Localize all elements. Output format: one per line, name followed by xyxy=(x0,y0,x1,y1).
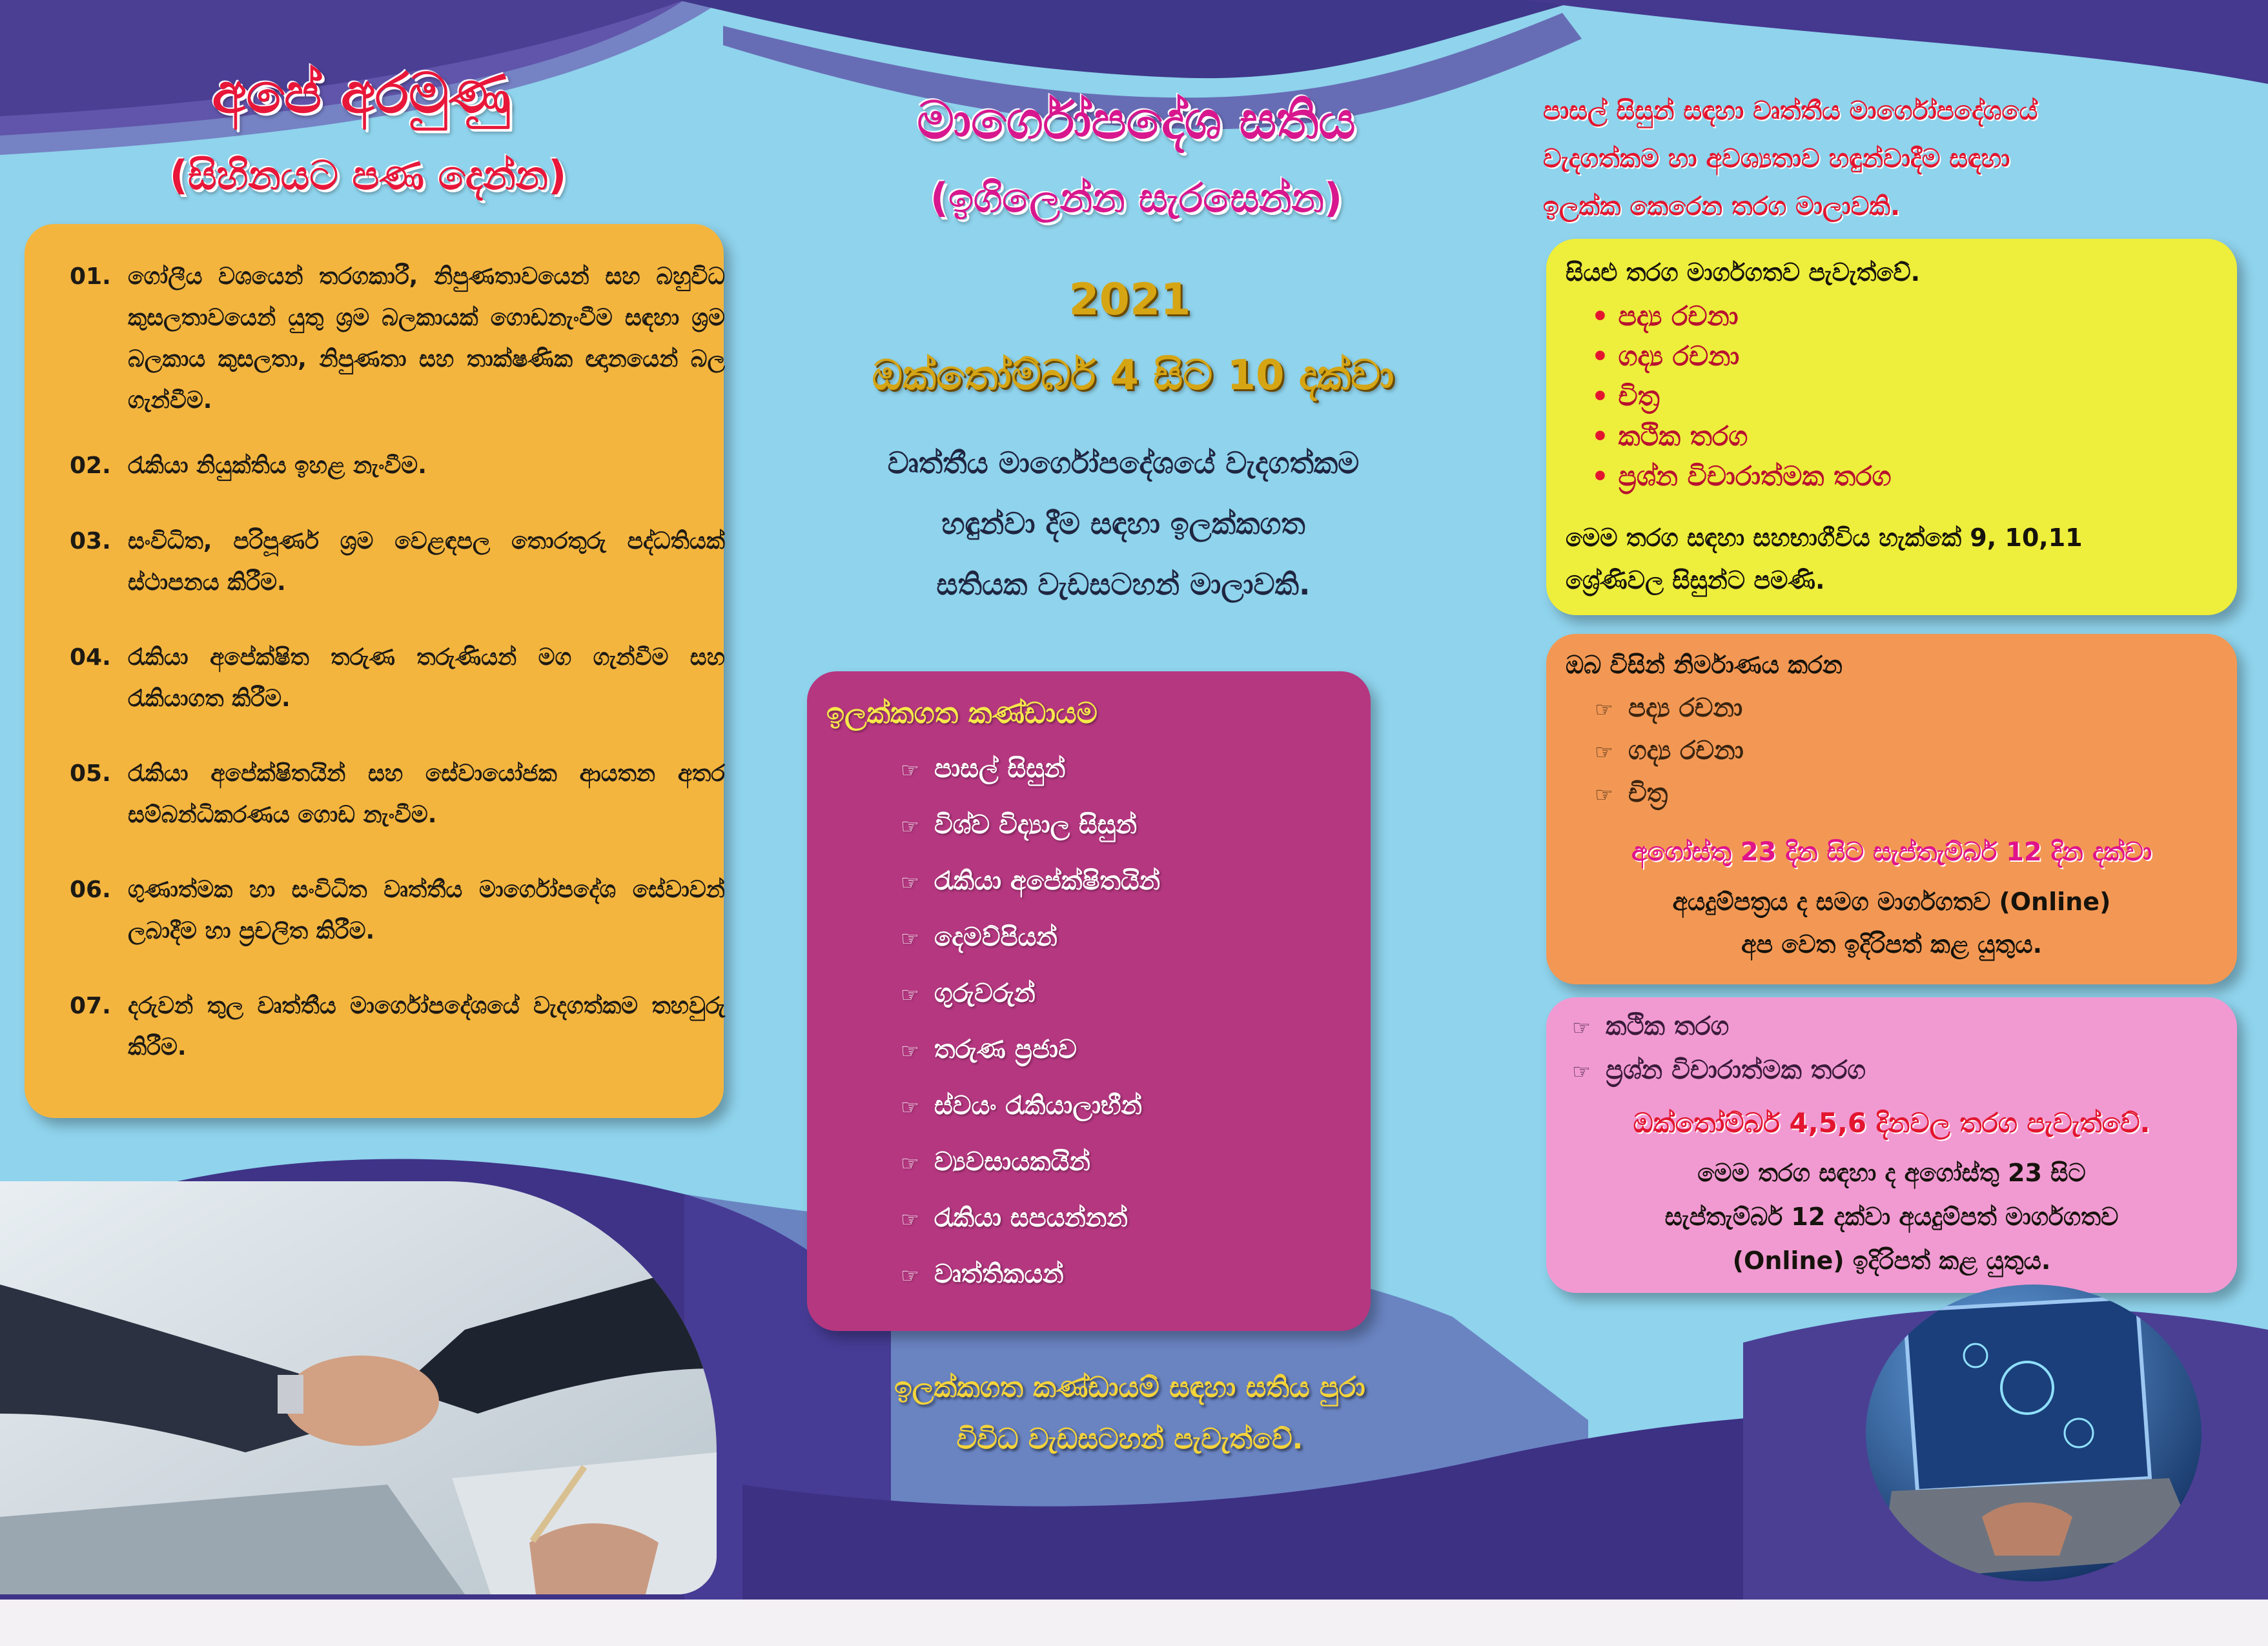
aim-number: 05. xyxy=(70,760,111,787)
aim-text: ගෝලීය වශයෙන් තරගකාරී, නිපුණතාවයෙන් සහ බහුවිධ කුසලතාවයෙන් යුතු ශ්‍රම බලකායක් ගොඩනැංවීම සඳහා ශ්‍රම බලකාය කුසලතා, නිපුණතා සහ තාක්ෂණික ඥානයෙන් බල ගැන්වීම. xyxy=(128,263,725,414)
oral-quiz-panel xyxy=(1546,997,2237,1293)
aim-number: 03. xyxy=(70,528,111,554)
submission-period: අගෝස්තු 23 දින සිට සැප්තැම්බර් 12 දින දක්වා xyxy=(1631,837,2152,867)
intro-line: පාසල් සිසුන් සඳහා වෘත්තීය මාර්ගෝපදේශයේ xyxy=(1543,96,2038,126)
target-item: ☞ පාසල් සිසුන් xyxy=(901,754,1066,784)
target-item: ☞ ගුරුවරුන් xyxy=(901,979,1036,1008)
target-item: ☞ විශ්ව විද්‍යාල සිසුන් xyxy=(901,810,1138,840)
creative-item: ☞ පද්‍ය රචනා xyxy=(1595,693,1743,723)
target-groups-panel xyxy=(807,671,1371,1331)
target-item: ☞ රැකියා අපේක්ෂිතයින් xyxy=(901,866,1161,896)
aim-text: රැකියා අපේක්ෂිත තරුණ තරුණියන් මග ගැන්වීම සහ රැකියාගත කිරීම. xyxy=(128,644,725,712)
footer-line: ඉලක්කගත කණ්ඩායම් සඳහා සතිය පුරා xyxy=(894,1371,1365,1404)
left-subtitle: (සිහිනයට පණ දෙන්න) xyxy=(169,152,567,199)
aim-text: ගුණාත්මක හා සංවිධිත වෘත්තීය මාර්ගෝපදේශ සේවාවන් ලබාදීම හා ප්‍රචලිත කිරීම. xyxy=(128,877,725,944)
pointing-hand-icon: ☞ xyxy=(901,1207,919,1232)
pointing-hand-icon: ☞ xyxy=(1572,1015,1591,1040)
creative-item: ☞ චිත්‍ර xyxy=(1595,778,1668,808)
oral-note: මෙම තරග සඳහා ද අගෝස්තු 23 සිට සැප්තැම්බර් 12 දක්වා අයදුම්පත් මාර්ගගතව (Online) ඉදිරිපත් කළ යුතුය. xyxy=(1664,1159,2119,1275)
online-heading: සියළු තරග මාර්ගගතව පැවැත්වේ. xyxy=(1566,258,1921,287)
pointing-hand-icon: ☞ xyxy=(1595,697,1613,722)
right-intro xyxy=(1543,87,2253,230)
pointing-hand-icon: ☞ xyxy=(901,1151,919,1175)
pointing-hand-icon: ☞ xyxy=(901,982,919,1007)
pointing-hand-icon: ☞ xyxy=(901,1039,919,1063)
creative-heading: ඔබ විසින් නිර්මාණය කරන xyxy=(1566,651,1843,679)
aim-number: 07. xyxy=(70,993,111,1019)
aim-text: දරුවන් තුල වෘත්තීය මාර්ගෝපදේශයේ වැදගත්කම තහවුරු කිරීම. xyxy=(128,993,725,1061)
aim-number: 01. xyxy=(70,263,111,290)
competition-item: • ප්‍රශ්න විචාරාත්මක තරග xyxy=(1591,460,1892,492)
pointing-hand-icon: ☞ xyxy=(1595,782,1613,807)
bullet-dot-icon: • xyxy=(1591,300,1619,332)
aim-text: රැකියා නියුක්තිය ඉහළ නැංවීම. xyxy=(128,452,427,479)
center-subtitle: (ඉගිලෙන්න සැරසෙන්න) xyxy=(930,174,1343,221)
pointing-hand-icon: ☞ xyxy=(901,814,919,838)
aim-text: සංවිධිත, පරිපූර්ණ ශ්‍රම වෙළඳපල තොරතුරු පද්ධතියක් ස්ථාපනය කිරීම. xyxy=(128,528,725,596)
pointing-hand-icon: ☞ xyxy=(1595,740,1613,764)
handshake-photo xyxy=(0,1181,717,1594)
target-item: ☞ වෘත්තිකයන් xyxy=(901,1259,1064,1289)
pointing-hand-icon: ☞ xyxy=(901,1263,919,1288)
target-item: ☞ ස්වයං රැකියාලාභීන් xyxy=(901,1091,1143,1121)
aim-number: 04. xyxy=(70,644,111,671)
center-title: මාර්ගෝපදේශ සතිය xyxy=(917,90,1356,150)
event-year: 2021 xyxy=(1068,274,1191,325)
aim-text: රැකියා අපේක්ෂිතයින් සහ සේවායෝජක ආයතන අතර සම්බන්ධිකරණය ගොඩ නැංවීම. xyxy=(128,760,725,828)
bullet-dot-icon: • xyxy=(1591,380,1619,412)
footer-line: විවිධ වැඩසටහන් පැවැත්වේ. xyxy=(956,1423,1303,1456)
description-line: වෘත්තීය මාර්ගෝපදේශයේ වැදගත්කම xyxy=(887,445,1360,480)
page-bottom-margin xyxy=(0,1600,2268,1646)
competition-item: • කථික තරග xyxy=(1591,420,1748,452)
pointing-hand-icon: ☞ xyxy=(1572,1059,1591,1084)
creative-item: ☞ ගද්‍ය රචනා xyxy=(1595,736,1744,766)
competition-item: • පද්‍ය රචනා xyxy=(1591,300,1739,332)
event-description xyxy=(794,432,1453,615)
creative-submissions-panel xyxy=(1546,634,2237,984)
aims-panel xyxy=(25,224,724,1118)
aim-number: 06. xyxy=(70,877,111,903)
submission-note: අයදුම්පත්‍රය ද සමග මාර්ගගතව (Online) අප වෙත ඉදිරිපත් කළ යුතුය. xyxy=(1672,888,2111,959)
intro-line: ඉලක්ක කෙරෙන තරග මාලාවකි. xyxy=(1543,192,1901,221)
target-item: ☞ දෙමව්පියන් xyxy=(901,922,1057,952)
intro-line: වැදගත්කම හා අවශ්‍යතාව හඳුන්වාදීම සඳහා xyxy=(1543,144,2010,174)
target-item: ☞ ව්‍යවසායකයින් xyxy=(901,1147,1090,1177)
competition-item: • චිත්‍ර xyxy=(1591,380,1660,412)
pointing-hand-icon: ☞ xyxy=(901,758,919,782)
oral-item: ☞ කථික තරග xyxy=(1572,1011,1730,1041)
target-groups-heading: ඉලක්කගත කණ්ඩායම xyxy=(826,696,1098,730)
eligibility-note: මෙම තරග සඳහා සහභාගීවිය හැක්කේ 9, 10,11 ශ්‍රේණිවල සිසුන්ට පමණි. xyxy=(1566,523,2083,594)
oral-dates: ඔක්තෝම්බර් 4,5,6 දිනවල තරග පැවැත්වේ. xyxy=(1633,1107,2151,1139)
pointing-hand-icon: ☞ xyxy=(901,1095,919,1119)
pointing-hand-icon: ☞ xyxy=(901,870,919,895)
target-item: ☞ රැකියා සපයන්නන් xyxy=(901,1203,1128,1233)
pointing-hand-icon: ☞ xyxy=(901,926,919,951)
left-title: අපේ අරමුණු xyxy=(212,61,511,126)
event-dates: ඔක්තෝම්බර් 4 සිට 10 දක්වා xyxy=(872,352,1395,400)
center-footer xyxy=(807,1362,1453,1465)
laptop-photo xyxy=(1866,1285,2202,1581)
description-line: සතියක වැඩසටහන් මාලාවකි. xyxy=(936,567,1311,602)
online-competitions-panel xyxy=(1546,239,2237,615)
competition-item: • ගද්‍ය රචනා xyxy=(1591,340,1740,372)
oral-item: ☞ ප්‍රශ්න විචාරාත්මක තරග xyxy=(1572,1055,1866,1085)
aim-number: 02. xyxy=(70,452,111,479)
description-line: හඳුන්වා දීම සඳහා ඉලක්කගත xyxy=(941,506,1305,541)
bullet-dot-icon: • xyxy=(1591,420,1619,452)
bullet-dot-icon: • xyxy=(1591,340,1619,372)
target-item: ☞ තරුණ ප්‍රජාව xyxy=(901,1035,1077,1064)
bullet-dot-icon: • xyxy=(1591,460,1619,492)
